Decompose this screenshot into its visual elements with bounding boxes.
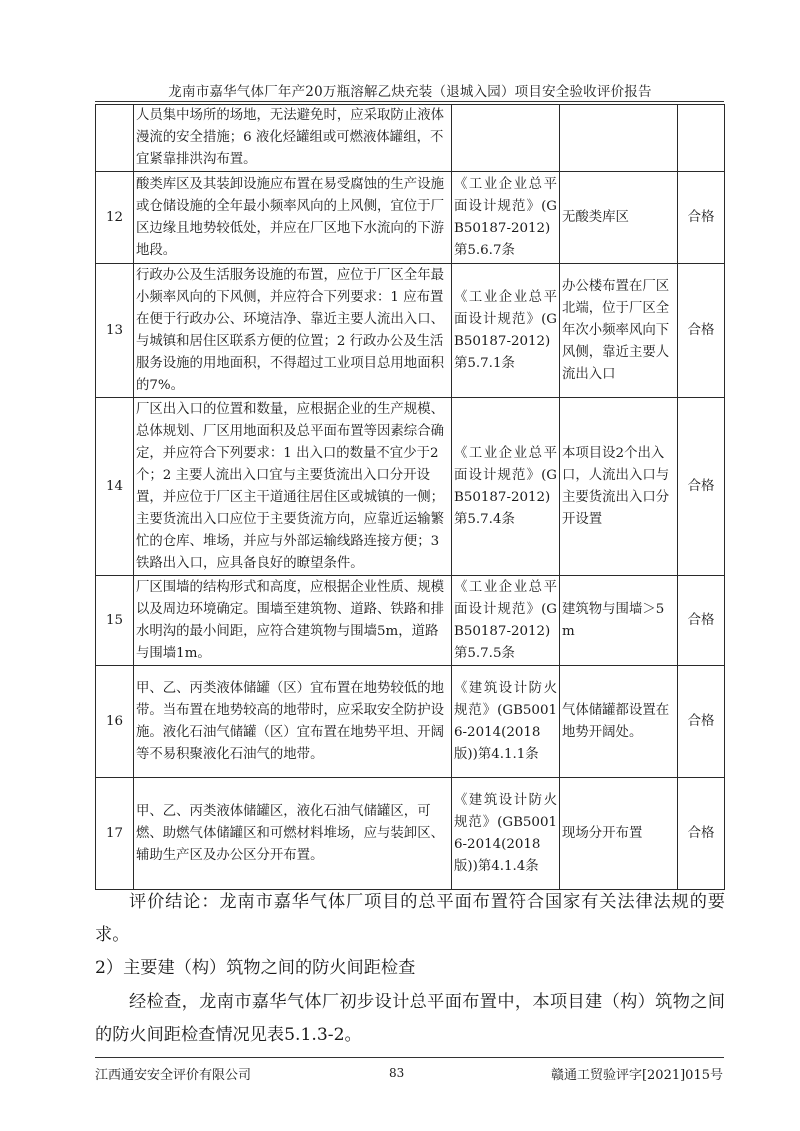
table-row xyxy=(96,172,725,264)
result-cell: 合格 xyxy=(678,264,725,398)
row-number: 16 xyxy=(96,666,134,778)
result-cell xyxy=(678,105,725,172)
requirement-cell: 厂区围墙的结构形式和高度，应根据企业性质、规模以及周边环境确定。围墙至建筑物、道路、铁路和排水明沟的最小间距，应符合建筑物与围墙5m，道路与围墙1m。 xyxy=(134,576,452,666)
actual-cell: 现场分开布置 xyxy=(560,778,678,890)
actual-cell: 气体储罐都设置在地势开阔处。 xyxy=(560,666,678,778)
actual-cell: 建筑物与围墙＞5m xyxy=(560,576,678,666)
basis-cell: 《建筑设计防火规范》(GB50016-2014(2018版))第4.1.1条 xyxy=(452,666,560,778)
result-cell: 合格 xyxy=(678,172,725,264)
actual-cell: 本项目设2个出入口，人流出入口与主要货流出入口分开设置 xyxy=(560,398,678,576)
table-row xyxy=(96,398,725,576)
basis-cell: 《工业企业总平面设计规范》(GB50187-2012)第5.7.1条 xyxy=(452,264,560,398)
basis-cell: 《工业企业总平面设计规范》(GB50187-2012)第5.7.5条 xyxy=(452,576,560,666)
footer-rule xyxy=(95,1057,724,1058)
result-cell: 合格 xyxy=(678,778,725,890)
basis-cell: 《工业企业总平面设计规范》(GB50187-2012)第5.6.7条 xyxy=(452,172,560,264)
footer-company: 江西通安安全评价有限公司 xyxy=(95,1068,252,1083)
table-row xyxy=(96,778,725,890)
actual-cell: 无酸类库区 xyxy=(560,172,678,264)
table-row xyxy=(96,105,725,172)
header-rule xyxy=(95,101,724,102)
row-number: 17 xyxy=(96,778,134,890)
row-number: 14 xyxy=(96,398,134,576)
result-cell: 合格 xyxy=(678,666,725,778)
basis-cell: 《建筑设计防火规范》(GB50016-2014(2018版))第4.1.4条 xyxy=(452,778,560,890)
actual-cell xyxy=(560,105,678,172)
row-number: 12 xyxy=(96,172,134,264)
report-code: 赣通工贸验评字[2021]015号 xyxy=(550,1068,723,1083)
table-row xyxy=(96,666,725,778)
page-header: 龙南市嘉华气体厂年产20万瓶溶解乙炔充装（退城入园）项目安全验收评价报告 xyxy=(168,84,652,100)
requirement-cell: 甲、乙、丙类液体储罐区，液化石油气储罐区，可燃、助燃气体储罐区和可燃材料堆场，应与装卸区、辅助生产区及办公区分开布置。 xyxy=(134,778,452,890)
section-heading: 2）主要建（构）筑物之间的防火间距检查 xyxy=(95,958,416,978)
page-number: 83 xyxy=(389,1066,405,1080)
table-row xyxy=(96,576,725,666)
table-row xyxy=(96,264,725,398)
requirement-cell: 厂区出入口的位置和数量，应根据企业的生产规模、总体规划、厂区用地面积及总平面布置等因素综合确定，并应符合下列要求：1 出入口的数量不宜少于2个；2 主要人流出入口宜与主要货流出入口分开设置，并应位于厂区主干道通往居住区或城镇的一侧；主要货流出入口应位于主要货流方向，应靠近运输繁忙的仓库、堆场，并应与外部运输线路连接方便；3 铁路出入口，应具备良好的瞭望条件。 xyxy=(134,398,452,576)
row-number: 13 xyxy=(96,264,134,398)
result-cell: 合格 xyxy=(678,398,725,576)
evaluation-table xyxy=(95,104,725,890)
actual-cell: 办公楼布置在厂区北端，位于厂区全年次小频率风向下风侧，靠近主要人流出入口 xyxy=(560,264,678,398)
body-paragraph: 经检查，龙南市嘉华气体厂初步设计总平面布置中，本项目建（构）筑物之间的防火间距检查情况见表5.1.3-2。 xyxy=(95,992,725,1045)
requirement-cell: 甲、乙、丙类液体储罐（区）宜布置在地势较低的地带。当布置在地势较高的地带时，应采取安全防护设施。液化石油气储罐（区）宜布置在地势平坦、开阔等不易积聚液化石油气的地带。 xyxy=(134,666,452,778)
requirement-cell: 人员集中场所的场地，无法避免时，应采取防止液体漫流的安全措施；6 液化烃罐组或可燃液体罐组，不宜紧靠排洪沟布置。 xyxy=(134,105,452,172)
basis-cell: 《工业企业总平面设计规范》(GB50187-2012)第5.7.4条 xyxy=(452,398,560,576)
result-cell: 合格 xyxy=(678,576,725,666)
requirement-cell: 行政办公及生活服务设施的布置，应位于厂区全年最小频率风向的下风侧，并应符合下列要求：1 应布置在便于行政办公、环境洁净、靠近主要人流出入口、与城镇和居住区联系方便的位置；2 行政办公及生活服务设施的用地面积，不得超过工业项目总用地面积的7%。 xyxy=(134,264,452,398)
row-number: 15 xyxy=(96,576,134,666)
requirement-cell: 酸类库区及其装卸设施应布置在易受腐蚀的生产设施或仓储设施的全年最小频率风向的上风侧，宜位于厂区边缘且地势较低处，并应在厂区地下水流向的下游地段。 xyxy=(134,172,452,264)
basis-cell xyxy=(452,105,560,172)
evaluation-conclusion: 评价结论：龙南市嘉华气体厂项目的总平面布置符合国家有关法律法规的要求。 xyxy=(95,892,725,945)
row-number xyxy=(96,105,134,172)
